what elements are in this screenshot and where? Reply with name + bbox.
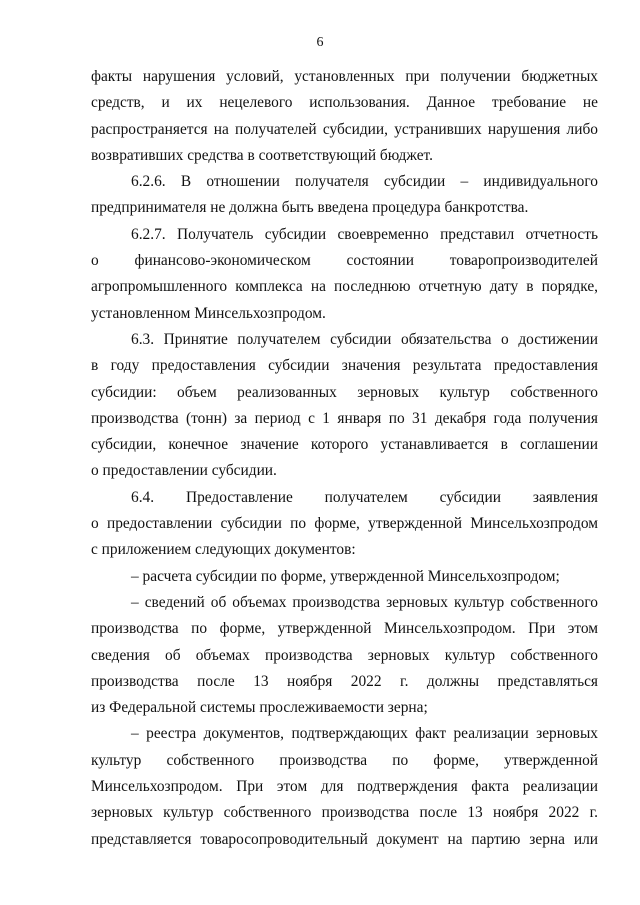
text-line: – реестра документов, подтверждающих факт реализации зерновых (131, 725, 598, 743)
text-line: производства после 13 ноября 2022 г. должны представляться (91, 672, 598, 690)
text-line: представляется товаросопроводительный документ на партию зерна или (91, 830, 598, 848)
text-line: сведения об объемах производства зерновых культур собственного (91, 646, 598, 664)
text-line: возвративших средства в соответствующий бюджет. (91, 146, 433, 164)
text-line: производства (тонн) за период с 1 января по 31 декабря года получения (91, 409, 598, 427)
text-line: распространяется на получателей субсидии, устранивших нарушения либо (91, 120, 598, 138)
text-line: в году предоставления субсидии значения результата предоставления (91, 357, 598, 375)
text-line: агропромышленного комплекса на последнюю отчетную дату в порядке, (91, 278, 598, 296)
text-line: производства по форме, утвержденной Минсельхозпродом. При этом (91, 620, 598, 638)
text-line: зерновых культур собственного производства после 13 ноября 2022 г. (91, 804, 598, 822)
text-line: о финансово-экономическом состоянии товаропроизводителей (91, 252, 598, 270)
text-line: субсидии, конечное значение которого устанавливается в соглашении (91, 436, 598, 454)
text-line: средств, и их нецелевого использования. Данное требование не (91, 94, 598, 112)
document-body (91, 64, 598, 853)
text-line: установленном Минсельхозпродом. (91, 304, 326, 322)
text-line: с приложением следующих документов: (91, 541, 356, 559)
text-line: 6.4. Предоставление получателем субсидии заявления (131, 488, 598, 506)
text-line: 6.2.6. В отношении получателя субсидии – индивидуального (131, 173, 598, 191)
page-number: 6 (316, 35, 324, 50)
text-line: 6.2.7. Получатель субсидии своевременно представил отчетность (131, 225, 598, 243)
text-line: факты нарушения условий, установленных при получении бюджетных (91, 68, 598, 85)
text-line: предпринимателя не должна быть введена процедура банкротства. (91, 199, 529, 217)
text-line: Минсельхозпродом. При этом для подтверждения факта реализации (91, 778, 598, 796)
text-line: – сведений об объемах производства зерновых культур собственного (131, 593, 598, 611)
text-line: культур собственного производства по форме, утвержденной (91, 751, 598, 769)
text-line: 6.3. Принятие получателем субсидии обязательства о достижении (131, 330, 598, 348)
text-line: о предоставлении субсидии по форме, утвержденной Минсельхозпродом (91, 515, 598, 533)
text-line: из Федеральной системы прослеживаемости зерна; (91, 699, 428, 717)
text-line: о предоставлении субсидии. (91, 462, 277, 480)
text-line: – расчета субсидии по форме, утвержденной Минсельхозпродом; (131, 567, 560, 585)
text-line: субсидии: объем реализованных зерновых культур собственного (91, 383, 598, 401)
